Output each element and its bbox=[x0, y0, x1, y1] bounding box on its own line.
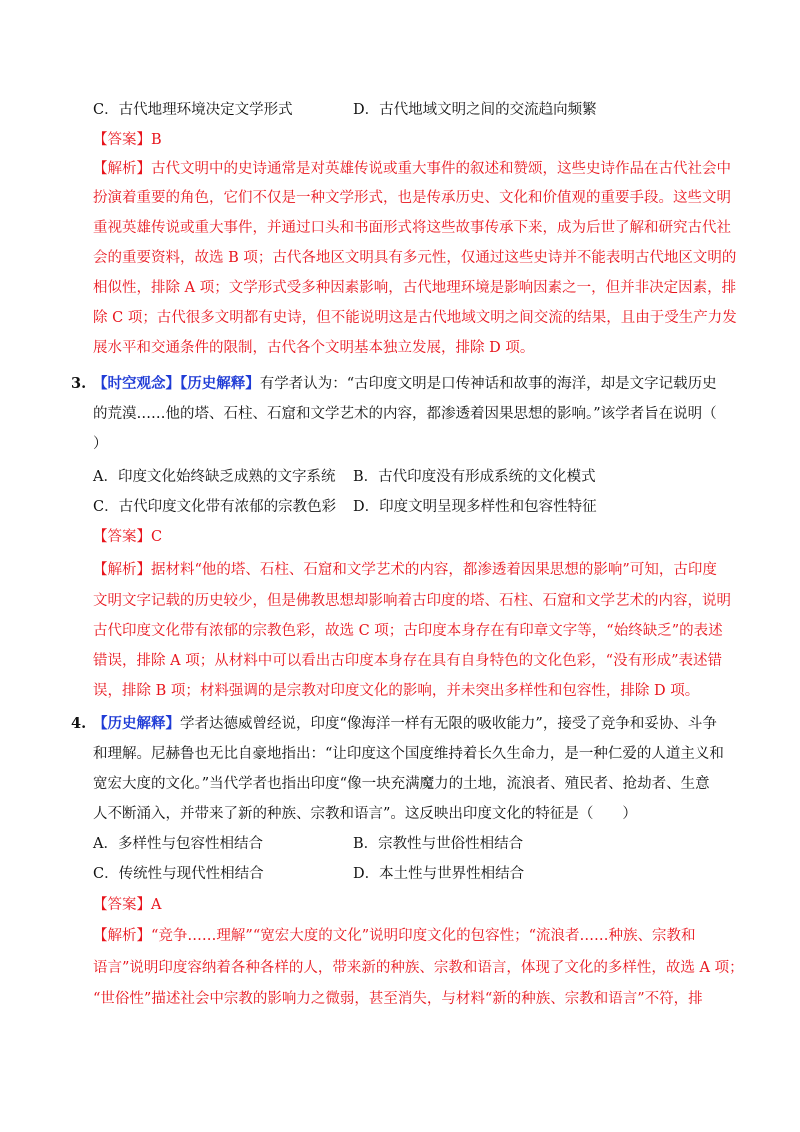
q2-option-d: D．古代地域文明之间的交流趋向频繁 bbox=[353, 102, 597, 118]
q2-analysis-line: 除 C 项；古代很多文明都有史诗，但不能说明这是古代地域文明之间交流的结果，且由于受生产力发 bbox=[93, 310, 737, 326]
answer-value: A bbox=[151, 897, 162, 913]
q4-tag-history-interpretation: 【历史解释】 bbox=[93, 715, 180, 732]
q3-analysis-line: 错误，排除 A 项；从材料中可以看出古印度本身存在具有自身特色的文化色彩，“没有形成”表述错 bbox=[93, 653, 723, 669]
q2-answer bbox=[93, 130, 733, 150]
q3-option-d: D．印度文明呈现多样性和包容性特征 bbox=[353, 499, 597, 515]
q4-stem-line: 人不断涌入，并带来了新的种族、宗教和语言”。这反映出印度文化的特征是（ ） bbox=[93, 806, 637, 822]
q4-number: 4. bbox=[71, 715, 87, 732]
q4-option-d: D．本土性与世界性相结合 bbox=[353, 866, 525, 882]
analysis-tag: 【解析】 bbox=[93, 161, 151, 177]
q3-analysis-line: 【解析】据材料“他的塔、石柱、石窟和文学艺术的内容，都渗透着因果思想的影响”可知，古印度 bbox=[93, 562, 717, 578]
q4-answer bbox=[93, 895, 733, 915]
q3-analysis-line: 古代印度文化带有浓郁的宗教色彩，故选 C 项；古印度本身存在有印章文字等，“始终缺乏”的表述 bbox=[93, 623, 723, 639]
q3-option-a: A．印度文化始终缺乏成熟的文字系统 bbox=[93, 469, 336, 485]
answer-tag: 【答案】 bbox=[93, 132, 151, 148]
q4-option-c: C．传统性与现代性相结合 bbox=[93, 866, 264, 882]
q4-analysis-line: 【解析】“竞争……理解”“宽宏大度的文化”说明印度文化的包容性；“流浪者……种族、宗教和 bbox=[93, 928, 696, 944]
q3-answer bbox=[93, 527, 733, 547]
q4-analysis-line: “世俗性”描述社会中宗教的影响力之微弱，甚至消失，与材料“新的种族、宗教和语言”不符，排 bbox=[93, 991, 703, 1007]
q3-tag-time-space: 【时空观念】 bbox=[93, 375, 180, 392]
q4-stem-line: 和理解。尼赫鲁也无比自豪地指出：“让印度这个国度维持着长久生命力，是一种仁爱的人道主义和 bbox=[93, 746, 724, 762]
q2-analysis-line: 相似性，排除 A 项；文学形式受多种因素影响，古代地理环境是影响因素之一，但并非决定因素，排 bbox=[93, 280, 737, 296]
q3-stem-line: 的荒漠……他的塔、石柱、石窟和文学艺术的内容，都渗透着因果思想的影响。”该学者旨在说明（ bbox=[93, 406, 717, 422]
analysis-tag: 【解析】 bbox=[93, 562, 151, 578]
q4-option-a: A．多样性与包容性相结合 bbox=[93, 836, 263, 852]
q2-analysis-line: 扮演着重要的角色，它们不仅是一种文学形式，也是传承历史、文化和价值观的重要手段。这些文明 bbox=[93, 190, 731, 206]
q3-stem-line: 【时空观念】【历史解释】有学者认为：“古印度文明是口传神话和故事的海洋，却是文字记载历史 bbox=[93, 375, 717, 392]
q3-analysis-line: 文明文字记载的历史较少，但是佛教思想却影响着古印度的塔、石柱、石窟和文学艺术的内容，说明 bbox=[93, 593, 731, 609]
q2-analysis-line: 展水平和交通条件的限制，古代各个文明基本独立发展，排除 D 项。 bbox=[93, 340, 535, 356]
answer-value: B bbox=[151, 132, 162, 148]
q3-tag-history-interpretation: 【历史解释】 bbox=[180, 375, 260, 392]
q3-option-b: B．古代印度没有形成系统的文化模式 bbox=[353, 469, 596, 485]
answer-tag: 【答案】 bbox=[93, 897, 151, 913]
q4-option-b: B．宗教性与世俗性相结合 bbox=[353, 836, 524, 852]
q4-stem-line: 【历史解释】学者达德威曾经说，印度“像海洋一样有无限的吸收能力”，接受了竞争和妥协、斗争 bbox=[93, 715, 717, 732]
q3-option-c: C．古代印度文化带有浓郁的宗教色彩 bbox=[93, 499, 337, 515]
q3-analysis-line: 误，排除 B 项；材料强调的是宗教对印度文化的影响，并未突出多样性和包容性，排除 D 项。 bbox=[93, 683, 700, 699]
q2-analysis-line: 【解析】古代文明中的史诗通常是对英雄传说或重大事件的叙述和赞颂，这些史诗作品在古代社会中 bbox=[93, 161, 731, 177]
q2-analysis-line: 会的重要资料，故选 B 项；古代各地区文明具有多元性，仅通过这些史诗并不能表明古代地区文明的 bbox=[93, 250, 737, 266]
answer-tag: 【答案】 bbox=[93, 529, 151, 545]
q4-stem-line: 宽宏大度的文化。”当代学者也指出印度“像一块充满魔力的土地，流浪者、殖民者、抢劫者、生意 bbox=[93, 776, 710, 792]
q2-analysis-line: 重视英雄传说或重大事件，并通过口头和书面形式将这些故事传承下来，成为后世了解和研究古代社 bbox=[93, 220, 731, 236]
answer-value: C bbox=[151, 529, 163, 545]
q3-number: 3. bbox=[71, 375, 87, 392]
q2-option-c: C．古代地理环境决定文学形式 bbox=[93, 102, 293, 118]
q3-stem-line: ） bbox=[93, 436, 108, 452]
q4-analysis-line: 语言”说明印度容纳着各种各样的人，带来新的种族、宗教和语言，体现了文化的多样性，故选 A 项； bbox=[93, 960, 744, 976]
analysis-tag: 【解析】 bbox=[93, 928, 151, 944]
